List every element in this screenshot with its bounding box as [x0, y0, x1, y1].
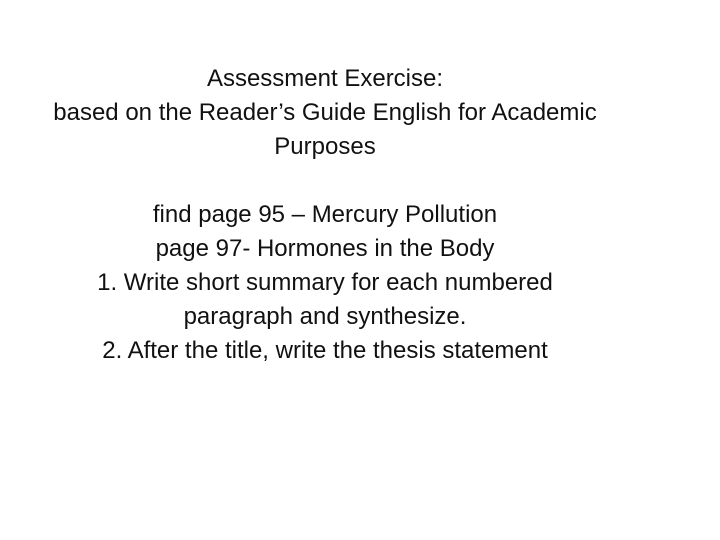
title-line-2: based on the Reader’s Guide English for Academic	[53, 99, 597, 126]
body-line-5: 2. After the title, write the thesis statement	[102, 337, 548, 364]
slide-title	[0, 62, 650, 164]
body-line-4: paragraph and synthesize.	[183, 303, 467, 330]
slide-body	[0, 198, 650, 368]
body-line-3: 1. Write short summary for each numbered	[97, 269, 553, 296]
title-line-1: Assessment Exercise:	[206, 65, 444, 92]
body-line-1: find page 95 – Mercury Pollution	[152, 201, 498, 228]
body-line-2: page 97- Hormones in the Body	[155, 235, 495, 262]
title-line-3: Purposes	[274, 133, 376, 160]
